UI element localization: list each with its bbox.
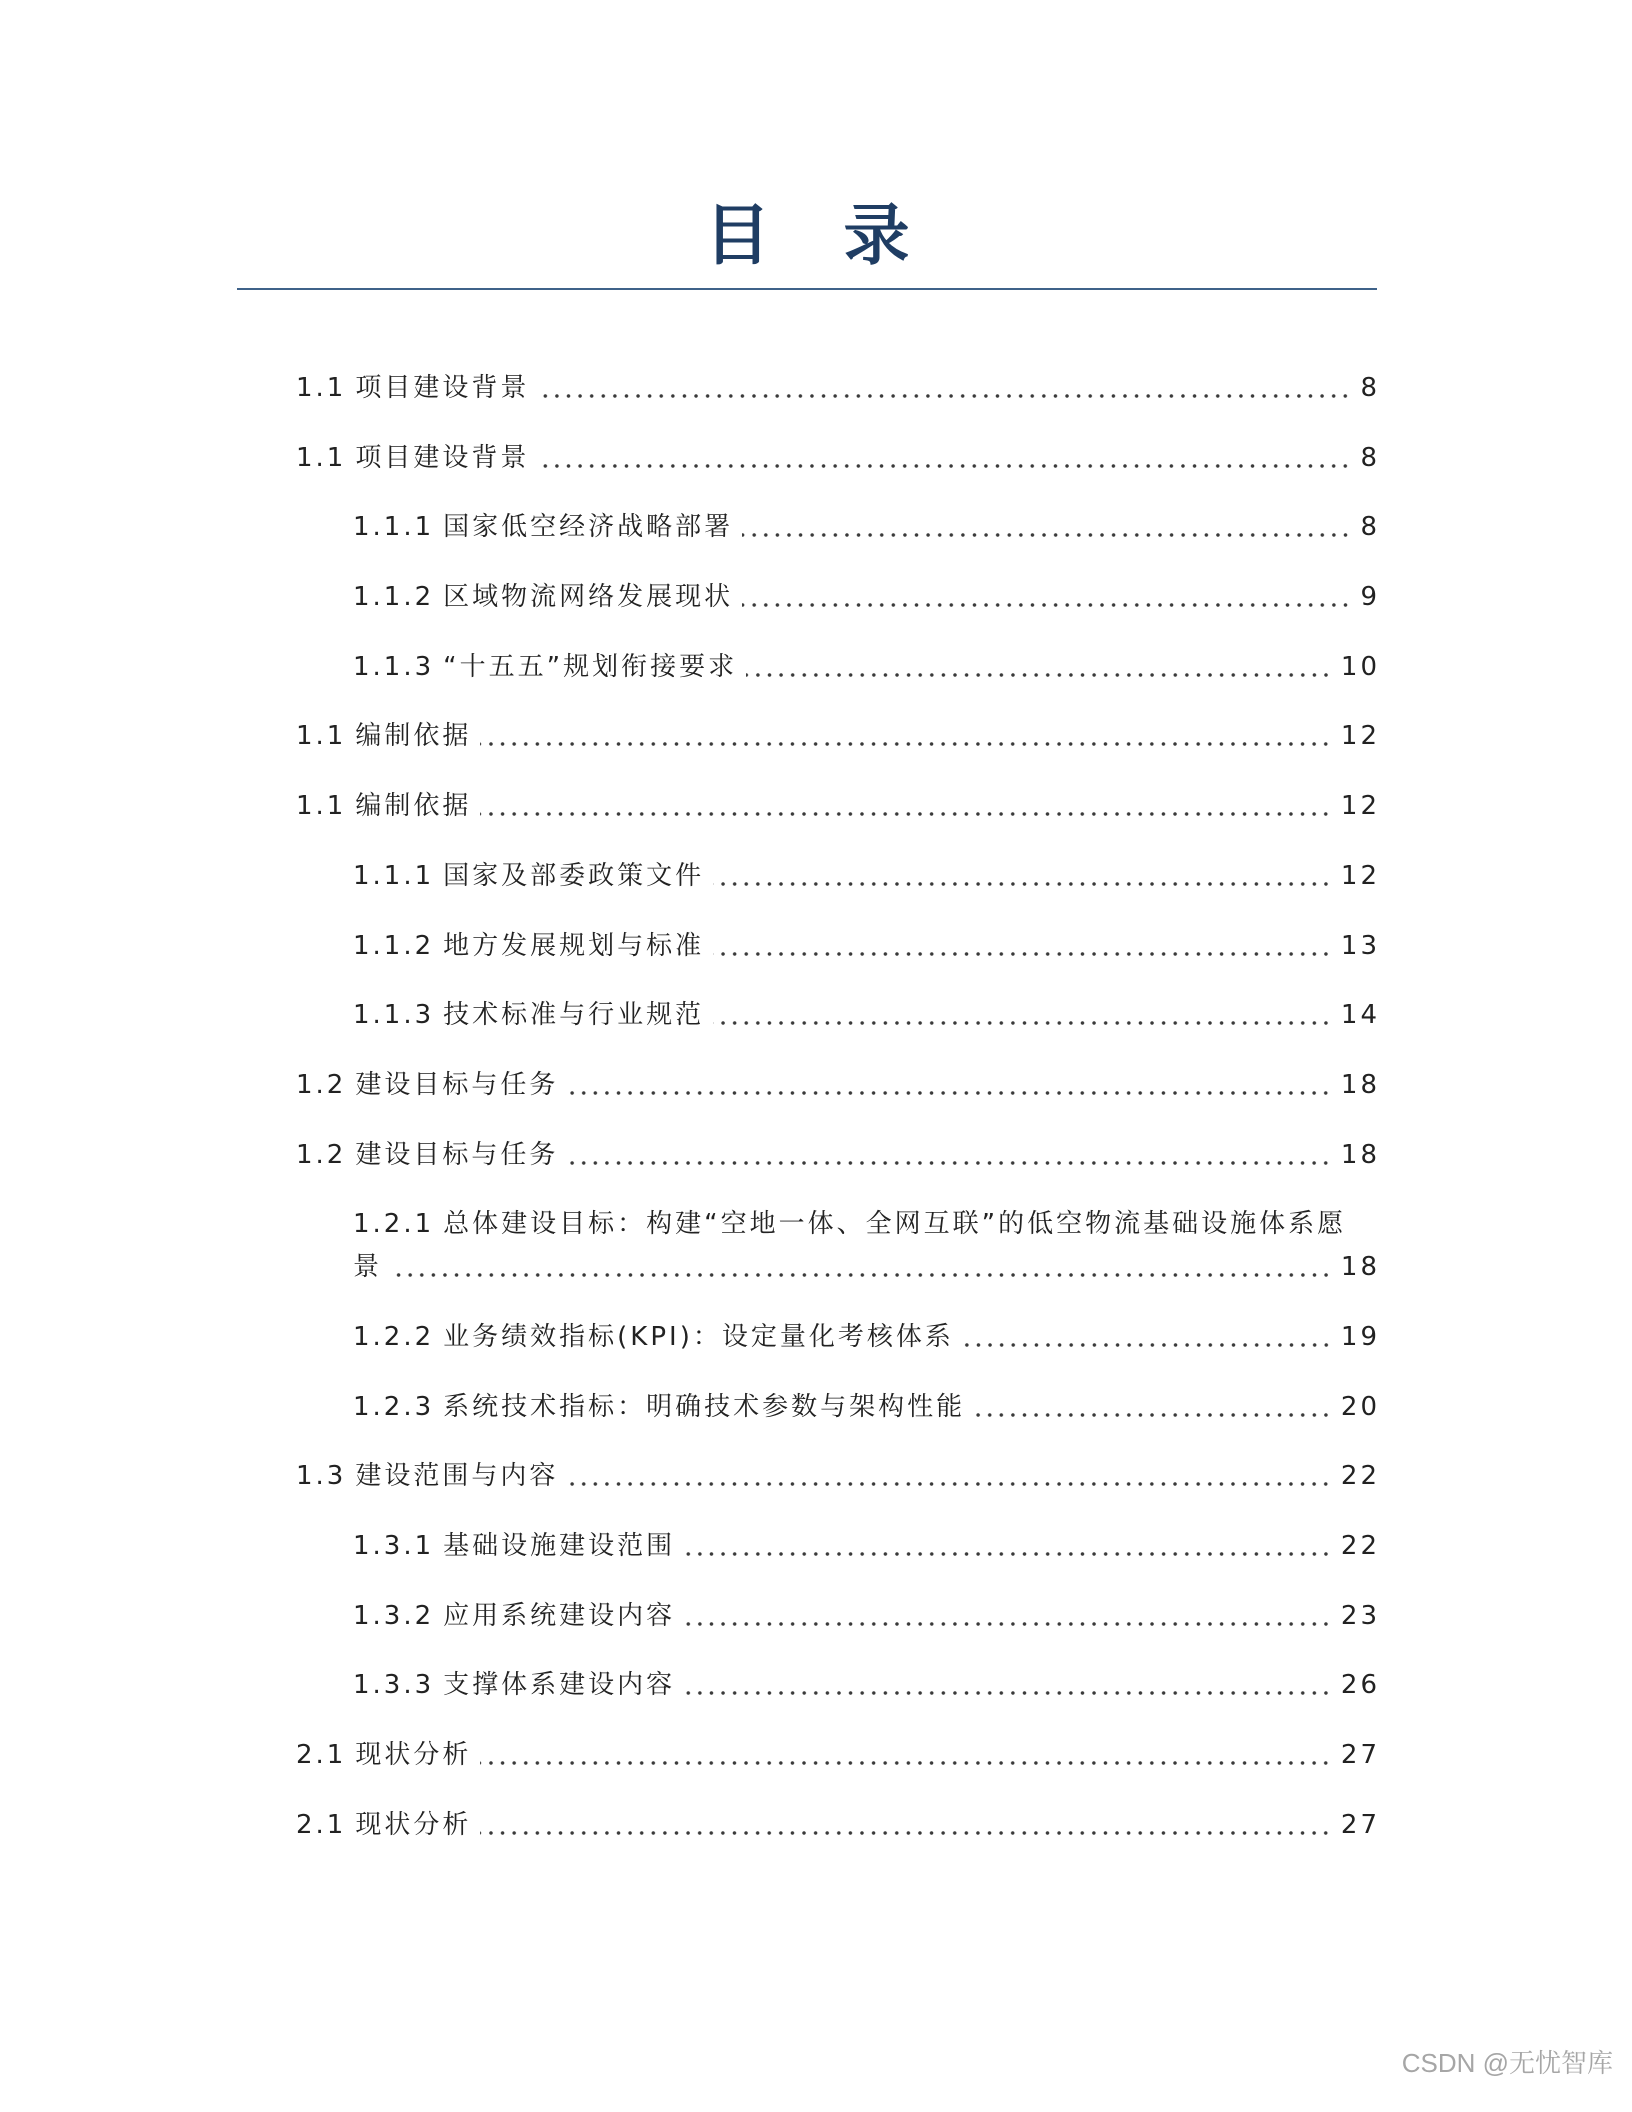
dot-leader (391, 1246, 1332, 1289)
page-number: 10 (1340, 651, 1380, 682)
section-number: 1.1 (296, 721, 347, 752)
section-number: 1.3.3 (353, 1670, 435, 1701)
page-number: 27 (1340, 1740, 1380, 1771)
toc-entry-line (353, 646, 1380, 689)
section-title: 项目建设背景 (355, 373, 530, 403)
toc-entry-line (353, 1525, 1380, 1568)
section-number: 1.3.2 (353, 1600, 435, 1631)
section-number: 1.1.1 (353, 860, 435, 891)
page-number: 12 (1340, 721, 1380, 752)
section-title: 编制依据 (355, 791, 472, 822)
section-number: 1.1.3 (353, 651, 435, 682)
toc-entry-line (353, 925, 1380, 968)
page-number: 8 (1360, 512, 1380, 543)
toc-entry[interactable] (296, 1455, 1380, 1498)
section-number: 1.2.3 (353, 1391, 435, 1422)
toc-entry-line (353, 576, 1380, 619)
page-number: 18 (1340, 1069, 1380, 1100)
dot-leader (567, 1455, 1332, 1498)
dot-leader (480, 785, 1332, 828)
toc-entry-line (353, 1664, 1380, 1707)
section-title: 建设目标与任务 (355, 1069, 559, 1100)
toc-entry-line (296, 715, 1380, 758)
toc-entry[interactable] (296, 1804, 1380, 1847)
section-number: 1.3.1 (353, 1531, 435, 1561)
dot-leader (713, 925, 1332, 968)
dot-leader (713, 994, 1332, 1037)
section-number: 1.1.1 (353, 512, 435, 543)
section-title: 国家及部委政策文件 (443, 860, 705, 891)
toc-entry-line (296, 437, 1380, 480)
toc-entry-line (296, 1455, 1380, 1498)
toc-entry[interactable] (296, 1525, 1380, 1568)
dot-leader (567, 1134, 1332, 1177)
dot-leader (538, 367, 1351, 410)
toc-entry-line (353, 1246, 1380, 1289)
page-number: 18 (1340, 1252, 1380, 1283)
page-title: 目 录 (704, 197, 935, 274)
toc-entry[interactable] (296, 506, 1380, 549)
page-number: 26 (1340, 1670, 1380, 1701)
page-number: 14 (1340, 1000, 1380, 1031)
toc-entry[interactable] (296, 785, 1380, 828)
section-title: “十五五”规划衔接要求 (443, 651, 738, 682)
dot-leader (538, 437, 1351, 480)
section-number: 1.1.2 (353, 930, 435, 961)
section-number: 1.2 (296, 1139, 347, 1170)
section-number: 1.1 (296, 373, 347, 403)
toc-entry-line (353, 1386, 1380, 1429)
page-number: 12 (1340, 860, 1380, 891)
section-number: 2.1 (296, 1740, 347, 1771)
toc-entry[interactable] (296, 1664, 1380, 1707)
section-number: 1.1.2 (353, 582, 435, 613)
section-title: 现状分析 (355, 1809, 472, 1840)
dot-leader (974, 1386, 1332, 1429)
section-title: 系统技术指标：明确技术参数与架构性能 (443, 1391, 966, 1422)
page-number: 20 (1340, 1391, 1380, 1422)
section-number: 1.2.2 (353, 1321, 435, 1352)
page-number: 8 (1360, 373, 1380, 403)
toc-entry-line (296, 1134, 1380, 1177)
toc-entry[interactable] (296, 1064, 1380, 1107)
toc-entry[interactable] (296, 1734, 1380, 1777)
dot-leader (480, 1734, 1332, 1777)
dot-leader (480, 715, 1332, 758)
section-title: 支撑体系建设内容 (443, 1670, 676, 1701)
title-divider (237, 288, 1377, 290)
dot-leader (684, 1525, 1332, 1568)
section-number: 1.1 (296, 442, 347, 473)
toc-entry[interactable] (296, 1386, 1380, 1429)
dot-leader (684, 1664, 1332, 1707)
toc-entry[interactable] (296, 367, 1380, 410)
toc-entry[interactable] (296, 1134, 1380, 1177)
toc-entry[interactable] (296, 994, 1380, 1037)
toc-entry[interactable] (296, 855, 1380, 898)
page-number: 23 (1340, 1600, 1380, 1631)
dot-leader (684, 1595, 1332, 1638)
section-title: 应用系统建设内容 (443, 1600, 676, 1631)
page-number: 22 (1340, 1531, 1380, 1561)
section-title: 建设范围与内容 (355, 1461, 559, 1492)
section-number: 1.2.1 (353, 1209, 435, 1240)
watermark-text: CSDN @无忧智库 (1401, 2048, 1613, 2078)
toc-entry[interactable] (296, 925, 1380, 968)
dot-leader (746, 646, 1332, 689)
toc-list (296, 367, 1380, 1873)
section-title-continued: 景 (353, 1252, 383, 1283)
section-title: 总体建设目标：构建“空地一体、全网互联”的低空物流基础设施体系愿 (443, 1209, 1347, 1240)
toc-entry-line (296, 1804, 1380, 1847)
section-title: 国家低空经济战略部署 (443, 512, 734, 543)
toc-entry-line (353, 1203, 1377, 1246)
page-number: 8 (1360, 442, 1380, 473)
dot-leader (742, 576, 1351, 619)
section-number: 1.1.3 (353, 1000, 435, 1031)
toc-entry-line (296, 1734, 1380, 1777)
section-number: 1.3 (296, 1461, 347, 1492)
section-title: 建设目标与任务 (355, 1139, 559, 1170)
page-number: 19 (1340, 1321, 1380, 1352)
toc-entry[interactable] (296, 1203, 1380, 1289)
section-number: 2.1 (296, 1809, 347, 1840)
section-title: 编制依据 (355, 721, 472, 752)
toc-entry-line (296, 367, 1380, 410)
section-title: 区域物流网络发展现状 (443, 582, 734, 613)
toc-entry-line (353, 855, 1380, 898)
toc-entry[interactable] (296, 646, 1380, 689)
toc-entry-line (353, 506, 1380, 549)
dot-leader (567, 1064, 1332, 1107)
section-title: 项目建设背景 (355, 442, 530, 473)
section-number: 1.1 (296, 791, 347, 822)
dot-leader (742, 506, 1351, 549)
toc-entry[interactable] (296, 715, 1380, 758)
toc-entry-line (353, 994, 1380, 1037)
page-number: 9 (1360, 582, 1380, 613)
toc-entry-line (296, 1064, 1380, 1107)
page-number: 12 (1340, 791, 1380, 822)
dot-leader (713, 855, 1332, 898)
toc-entry[interactable] (296, 437, 1380, 480)
page-number: 13 (1340, 930, 1380, 961)
toc-entry[interactable] (296, 1316, 1380, 1359)
toc-entry-line (353, 1595, 1380, 1638)
toc-entry-line (353, 1316, 1380, 1359)
page-number: 22 (1340, 1461, 1380, 1492)
toc-entry-line (296, 785, 1380, 828)
dot-leader (480, 1804, 1332, 1847)
page-number: 27 (1340, 1809, 1380, 1840)
section-number: 1.2 (296, 1069, 347, 1100)
toc-entry[interactable] (296, 576, 1380, 619)
section-title: 现状分析 (355, 1740, 472, 1771)
section-title: 技术标准与行业规范 (443, 1000, 705, 1031)
toc-entry[interactable] (296, 1595, 1380, 1638)
dot-leader (963, 1316, 1332, 1359)
section-title: 业务绩效指标(KPI)：设定量化考核体系 (443, 1321, 954, 1352)
section-title: 地方发展规划与标准 (443, 930, 705, 961)
section-title: 基础设施建设范围 (443, 1531, 676, 1561)
page-number: 18 (1340, 1139, 1380, 1170)
